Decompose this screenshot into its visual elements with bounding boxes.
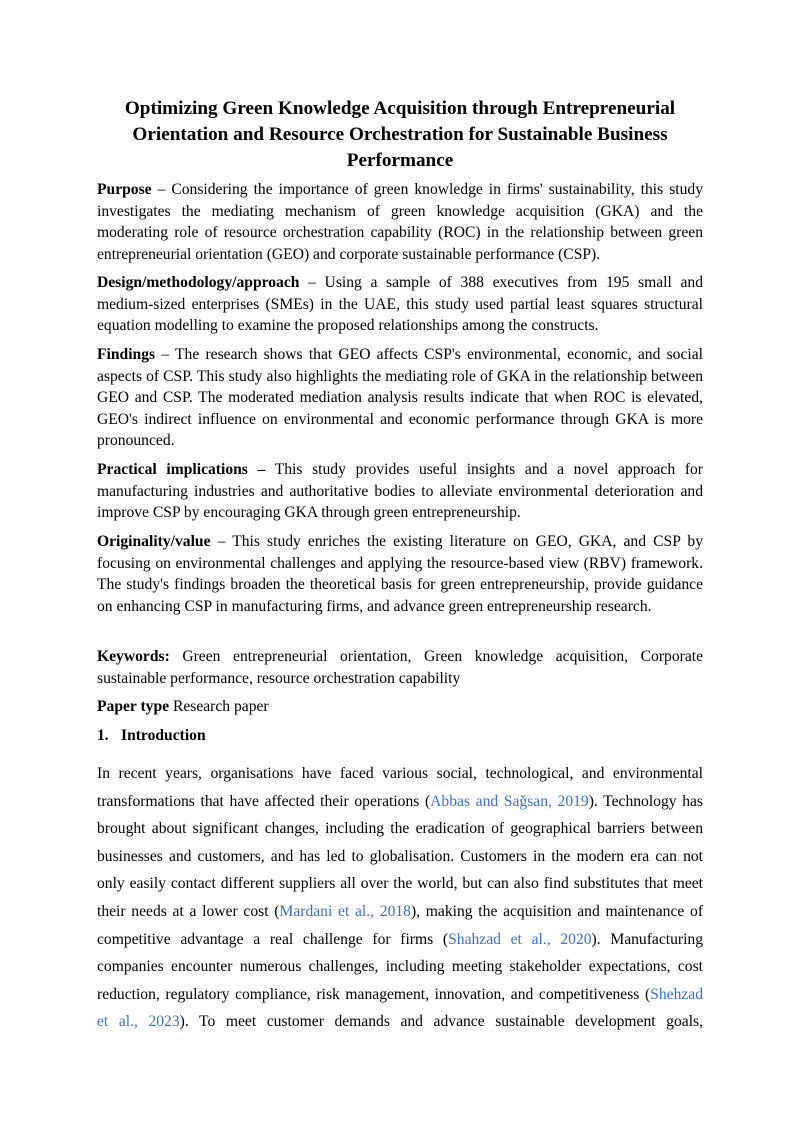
design-label: Design/methodology/approach [97,274,300,291]
findings-text: – The research shows that GEO affects CSP's environmental, economic, and social aspects of CSP. This study also highlights the mediating role of GKA in the relationship between GEO and CSP. The moderated mediation analysis results indicate that when ROC is elevated, GEO's indirect influence on environmental and economic performance through GKA is more pronounced. [97,346,703,449]
design-text: – Using a sample of 388 executives from 195 small and medium-sized enterprises (SMEs) in the UAE, this study used partial least squares structural equation modelling to examine the proposed relationships among the constructs. [97,274,703,334]
abstract-findings [97,344,703,452]
originality-text: – This study enriches the existing literature on GEO, GKA, and CSP by focusing on environmental challenges and applying the resource-based view (RBV) framework. The study's findings broaden the theoretical basis for green entrepreneurship, provide guidance on enhancing CSP in manufacturing firms, and advance green entrepreneurship research. [97,533,703,615]
citation-link[interactable]: Mardani et al., 2018 [279,902,411,920]
abstract-purpose [97,179,703,265]
purpose-text: – Considering the importance of green knowledge in firms' sustainability, this study investigates the mediating mechanism of green knowledge acquisition (GKA) and the moderating role of resource orchestration capability (ROC) in the relationship between green entrepreneurial orientation (GEO) and corporate sustainable performance (CSP). [97,181,703,263]
findings-label: Findings [97,346,156,363]
citation-link[interactable]: Shahzad et al., 2020 [448,930,592,948]
section-heading-introduction [97,725,206,746]
paper-title: Optimizing Green Knowledge Acquisition through Entrepreneurial Orientation and Resource Orchestration for Sustainable Business Performance [124,98,676,171]
purpose-label: Purpose [97,181,152,198]
intro-text-2: ). Technology has brought about significant changes, including the eradication of geographical barriers between businesses and customers, and has led to globalisation. Customers in the modern era can not only easily contact different suppliers all over the world, but can also find substitutes that meet their needs at a lower cost ( [97,792,703,920]
citation-link[interactable]: Abbas and Sağsan, 2019 [430,792,589,810]
abstract-originality [97,531,703,617]
practical-text: This study provides useful insights and a novel approach for manufacturing industries and authoritative bodies to alleviate environmental deterioration and improve CSP by encouraging GKA through green entrepreneurship. [97,461,703,521]
practical-label: Practical implications – [97,461,266,478]
keywords-label: Keywords: [97,648,170,665]
intro-text-4: ). Manufacturing companies encounter numerous challenges, including meeting stakeholder expectations, cost reduction, regulatory compliance, risk management, innovation, and competitiveness ( [97,930,704,1003]
paper-type-text: Research paper [169,698,269,715]
originality-label: Originality/value [97,533,211,550]
abstract-practical [97,459,703,524]
section-title: Introduction [121,727,206,744]
introduction-paragraph [97,760,703,1036]
intro-text-5: ). To meet customer demands and advance sustainable development goals, [179,1013,704,1031]
citation-link[interactable]: Shehzad et al., 2023 [97,985,703,1031]
intro-text-1: In recent years, organisations have faced various social, technological, and environmental transformations that have affected their operations ( [97,765,703,810]
abstract-paper-type [97,696,703,718]
abstract-keywords [97,646,703,689]
paper-type-label: Paper type [97,698,170,715]
keywords-text: Green entrepreneurial orientation, Green knowledge acquisition, Corporate sustainable performance, resource orchestration capability [97,648,703,687]
section-number: 1. [97,727,109,744]
abstract-design [97,272,703,337]
intro-text-3: ), making the acquisition and maintenance of competitive advantage a real challenge for firms ( [97,902,704,948]
